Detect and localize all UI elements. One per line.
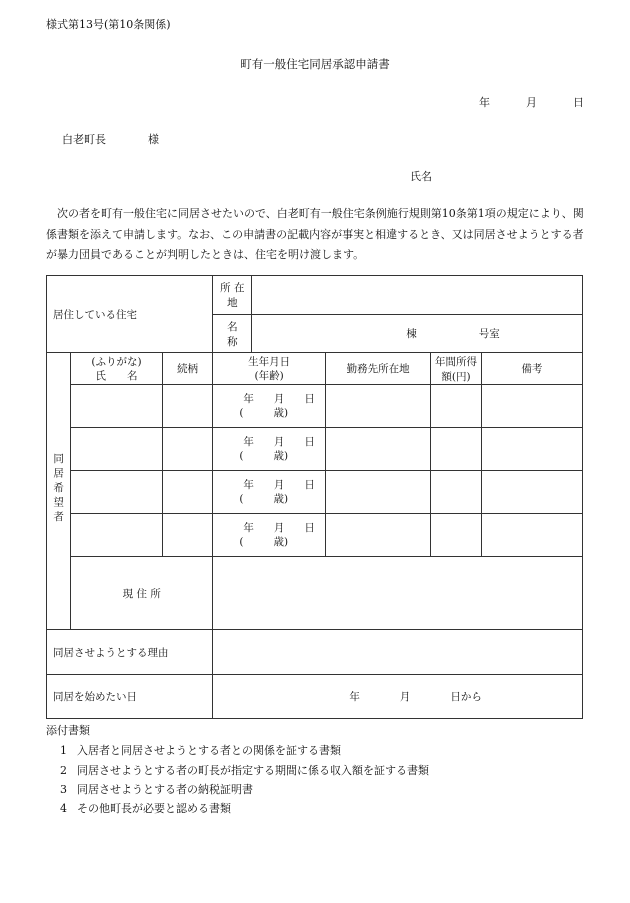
header-name	[71, 353, 163, 385]
birth-year: 年	[243, 479, 254, 491]
workplace-field[interactable]	[325, 471, 430, 514]
workplace-field[interactable]	[325, 514, 430, 557]
date-month: 月	[526, 96, 537, 109]
income-field[interactable]	[431, 471, 482, 514]
birth-date-field[interactable]	[213, 428, 326, 471]
workplace-field[interactable]	[325, 428, 430, 471]
cohabitant-row	[47, 385, 583, 428]
birth-day: 日	[304, 522, 315, 534]
age-unit: 歳)	[273, 493, 289, 505]
attachment-item	[60, 742, 341, 758]
age-open: (	[239, 536, 244, 548]
age-open: (	[239, 493, 244, 505]
header-birth-date: 生年月日	[248, 355, 291, 368]
current-address-label: 現 住 所	[71, 557, 213, 630]
birth-month: 月	[273, 522, 285, 534]
header-age: (年齢)	[254, 369, 284, 382]
addressee-honorific: 様	[148, 133, 159, 146]
reason-field[interactable]	[213, 630, 583, 675]
header-relation: 続柄	[162, 353, 213, 385]
income-field[interactable]	[431, 428, 482, 471]
relation-field[interactable]	[162, 385, 213, 428]
birth-year: 年	[243, 436, 254, 448]
birth-date-field[interactable]	[213, 471, 326, 514]
person-name-field[interactable]	[71, 514, 163, 557]
birth-month: 月	[273, 436, 285, 448]
age-unit: 歳)	[273, 536, 289, 548]
birth-day: 日	[304, 436, 315, 448]
request-statement: 次の者を町有一般住宅に同居させたいので、白老町有一般住宅条例施行規則第10条第1項の規定により、関係書類を添えて申請します。なお、この申請書の記載内容が事実と相違するとき、又は同居させようとする者が暴力団員であることが判明したときは、住宅を明け渡します。	[46, 207, 584, 261]
start-year: 年	[349, 691, 360, 703]
header-furigana: (ふりがな)	[91, 355, 142, 368]
header-person-name: 氏 名	[95, 369, 138, 382]
age-open: (	[239, 450, 244, 462]
building-name-field[interactable]	[252, 315, 583, 353]
application-date	[479, 94, 584, 110]
location-field[interactable]	[252, 276, 583, 315]
attachment-text: その他町長が必要と認める書類	[77, 802, 231, 815]
building-name-label: 名 称	[213, 315, 252, 353]
attachment-item	[60, 762, 429, 778]
attachment-number: 1	[60, 744, 67, 757]
person-name-field[interactable]	[71, 428, 163, 471]
start-date-label: 同居を始めたい日	[47, 675, 213, 719]
reason-label: 同居させようとする理由	[47, 630, 213, 675]
form-number: 様式第13号(第10条関係)	[46, 18, 171, 31]
birth-date-field[interactable]	[213, 385, 326, 428]
header-income: 年間所得額(円)	[431, 353, 482, 385]
attachments-heading: 添付書類	[46, 724, 90, 737]
applicant-name-label: 氏名	[410, 170, 432, 183]
birth-month: 月	[273, 479, 285, 491]
relation-field[interactable]	[162, 428, 213, 471]
residence-label: 居住している住宅	[47, 276, 213, 353]
building-label: 棟	[406, 328, 417, 340]
age-unit: 歳)	[273, 407, 289, 419]
current-address-field[interactable]	[213, 557, 583, 630]
application-table	[46, 275, 583, 719]
attachment-number: 4	[60, 802, 67, 815]
header-birth	[213, 353, 326, 385]
remarks-field[interactable]	[481, 471, 582, 514]
cohabitant-row	[47, 514, 583, 557]
relation-field[interactable]	[162, 514, 213, 557]
remarks-field[interactable]	[481, 428, 582, 471]
attachment-text: 同居させようとする者の納税証明書	[77, 783, 253, 796]
birth-date-field[interactable]	[213, 514, 326, 557]
workplace-field[interactable]	[325, 385, 430, 428]
birth-day: 日	[304, 393, 315, 405]
cohabitant-row	[47, 471, 583, 514]
room-label: 号室	[478, 328, 500, 340]
birth-year: 年	[243, 522, 254, 534]
remarks-field[interactable]	[481, 385, 582, 428]
document-title: 町有一般住宅同居承認申請書	[240, 57, 390, 71]
location-label: 所 在 地	[213, 276, 252, 315]
cohabitant-section	[47, 353, 71, 630]
attachment-number: 2	[60, 764, 67, 777]
age-open: (	[239, 407, 244, 419]
addressee-name: 白老町長	[62, 133, 106, 146]
date-day: 日	[573, 96, 584, 109]
income-field[interactable]	[431, 514, 482, 557]
birth-month: 月	[273, 393, 285, 405]
attachment-number: 3	[60, 783, 67, 796]
cohabitant-row	[47, 428, 583, 471]
person-name-field[interactable]	[71, 385, 163, 428]
cohabitant-label: 同居希望者	[52, 453, 65, 526]
start-day: 日から	[450, 691, 482, 703]
start-date-field[interactable]	[213, 675, 583, 719]
header-remarks: 備考	[481, 353, 582, 385]
date-year: 年	[479, 96, 490, 109]
addressee	[62, 131, 159, 147]
income-field[interactable]	[431, 385, 482, 428]
attachment-text: 同居させようとする者の町長が指定する期間に係る収入額を証する書類	[77, 764, 429, 777]
relation-field[interactable]	[162, 471, 213, 514]
remarks-field[interactable]	[481, 514, 582, 557]
attachment-item	[60, 800, 231, 816]
header-workplace: 勤務先所在地	[325, 353, 430, 385]
birth-day: 日	[304, 479, 315, 491]
person-name-field[interactable]	[71, 471, 163, 514]
attachment-text: 入居者と同居させようとする者との関係を証する書類	[77, 744, 341, 757]
start-month: 月	[399, 691, 411, 703]
age-unit: 歳)	[273, 450, 289, 462]
birth-year: 年	[243, 393, 254, 405]
attachment-item	[60, 781, 253, 797]
